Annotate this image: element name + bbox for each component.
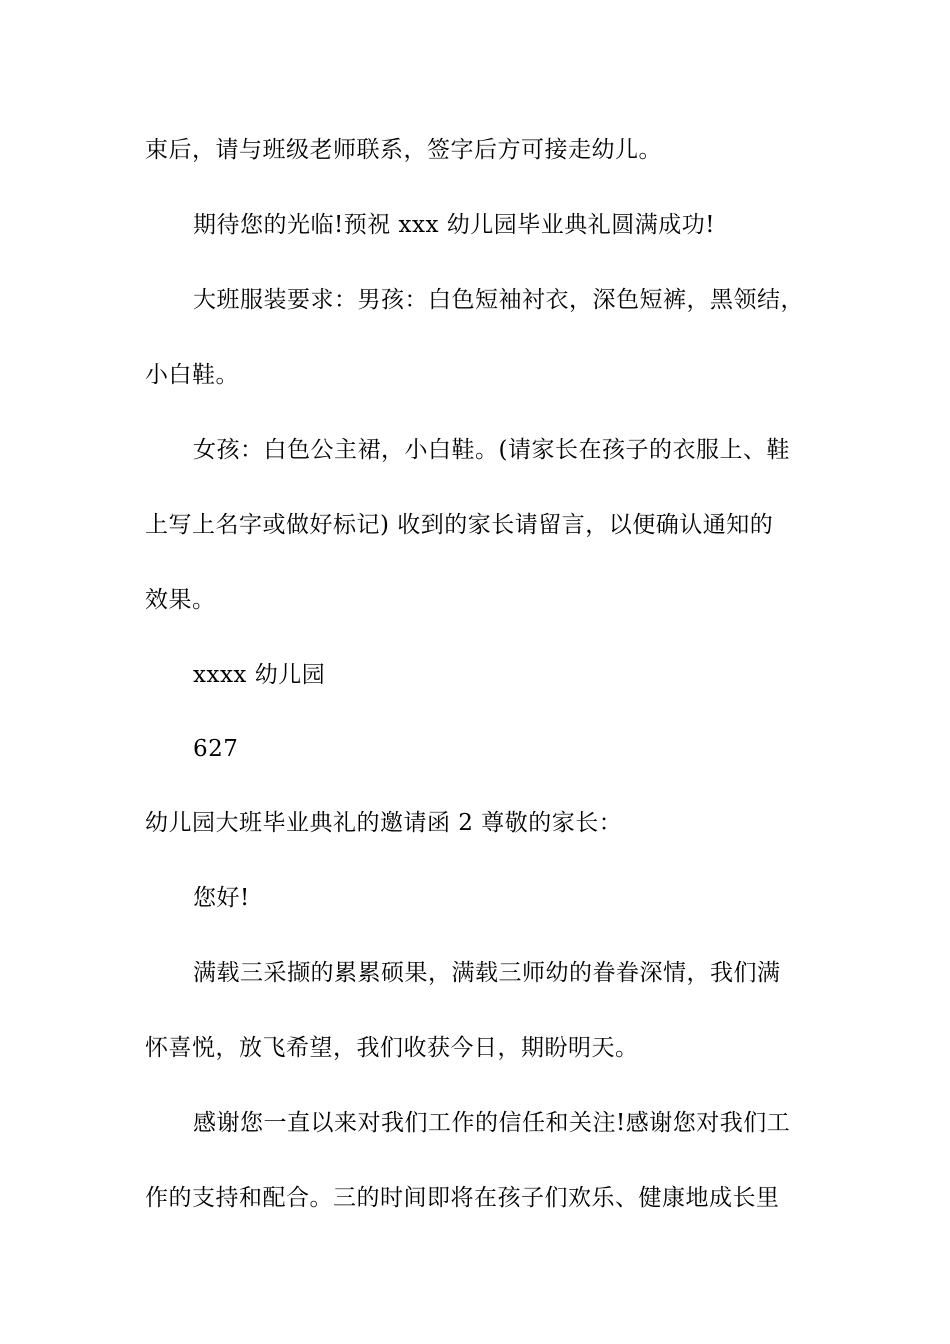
text-line: 女孩：白色公主裙，小白鞋。(请家长在孩子的衣服上、鞋: [193, 437, 790, 463]
text-line: 感谢您一直以来对我们工作的信任和关注!感谢您对我们工: [193, 1110, 791, 1136]
text-line: 效果。: [145, 587, 216, 613]
signature-organization: xxxx 幼儿园: [193, 662, 326, 688]
text-line: 满载三采撷的累累硕果，满载三师幼的眷眷深情，我们满: [193, 960, 781, 986]
text-line: 大班服装要求：男孩：白色短袖衬衣，深色短裤，黑领结，: [193, 287, 804, 313]
text-line: 期待您的光临!预祝 xxx 幼儿园毕业典礼圆满成功!: [193, 212, 716, 238]
text-line: 作的支持和配合。三的时间即将在孩子们欢乐、健康地成长里: [145, 1185, 780, 1211]
greeting: 您好!: [193, 885, 250, 911]
text-line: 小白鞋。: [145, 362, 239, 388]
text-line: 上写上名字或做好标记) 收到的家长请留言，以便确认通知的: [145, 512, 774, 538]
section-heading: 幼儿园大班毕业典礼的邀请函 2 尊敬的家长：: [145, 810, 623, 836]
text-line: 怀喜悦，放飞希望，我们收获今日，期盼明天。: [145, 1035, 639, 1061]
text-line: 束后，请与班级老师联系，签字后方可接走幼儿。: [145, 137, 662, 163]
signature-date: 627: [193, 736, 239, 762]
